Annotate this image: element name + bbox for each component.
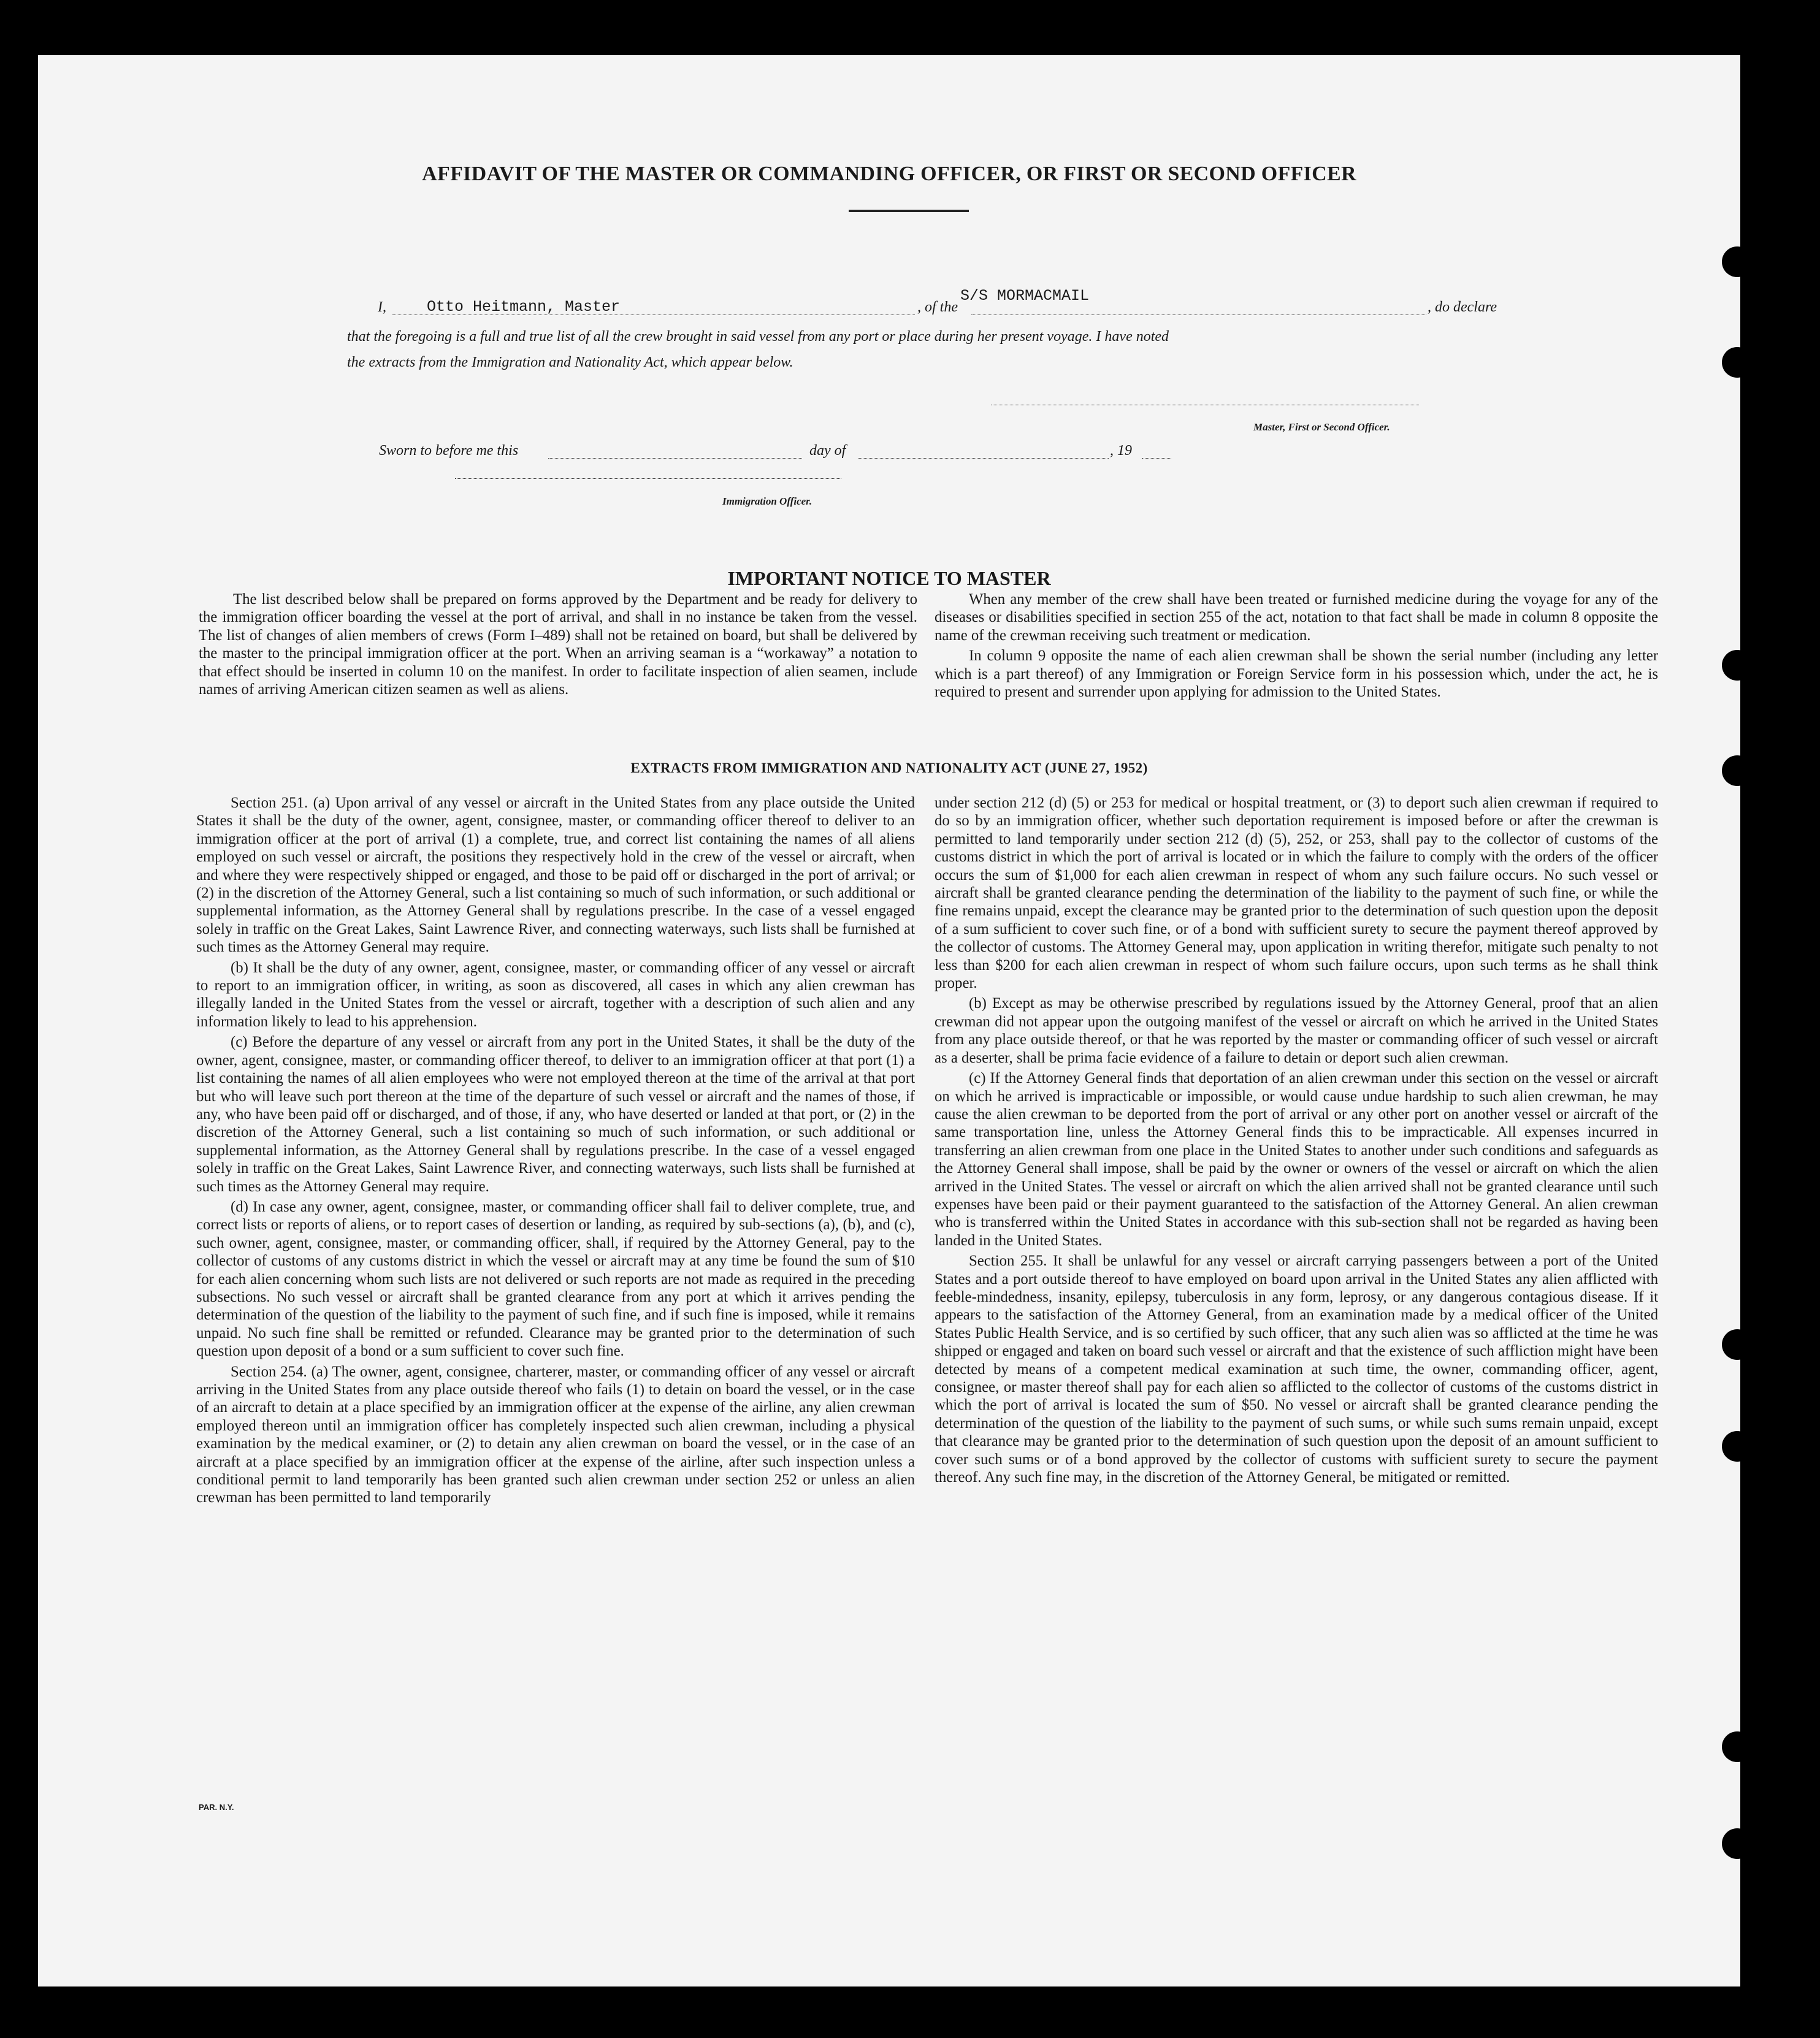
section-paragraph: (b) Except as may be otherwise prescribed by regulations issued by the Attorney General, proof that an alien crewman did not appear upon the outgoing manifest of the vessel or aircraft on which he arrived in the United States from any place outside thereof, or that he was reported by the master or commanding officer of such vessel or aircraft as a deserter, shall be prima facie evidence of a failure to detain or deport such alien crewman. <box>935 995 1658 1066</box>
section-paragraph: (c) Before the departure of any vessel or aircraft from any port in the United States, it shall be the duty of the owner, agent, consignee, master, or commanding officer thereof, to deliver to an immigration officer at that port (1) a list containing the names of all alien employees who were not employed thereon at the time of the arrival at that port but who will leave such port thereon at the time of the departure of such vessel or aircraft and the names of those, if any, who have been paid off or discharged, and of those, if any, who have deserted or landed at that port, or (2) in the discretion of the Attorney General, such a list containing so much of such information, or such additional or supplemental information, as the Attorney General shall by regulations prescribe. In the case of a vessel engaged solely in traffic on the Great Lakes, Saint Lawrence River, and connecting waterways, such lists shall be furnished at such times as the Attorney General may require. <box>196 1034 915 1195</box>
notice-right-paragraph: In column 9 opposite the name of each alien crewman shall be shown the serial number (including any letter which is a part thereof) of any Immigration or Foreign Service form in his possession which, under the act, he is required to present and surrender upon applying for admission to the United States. <box>935 647 1658 701</box>
document-page <box>38 55 1740 1986</box>
sworn-label: Sworn to before me this <box>379 443 519 459</box>
notice-heading: IMPORTANT NOTICE TO MASTER <box>727 567 1051 589</box>
notice-right-paragraph: When any member of the crew shall have been treated or furnished medicine during the voyage for any of the diseases or disabilities specified in section 255 of the act, notation to that fact shall be made in column 8 opposite the name of the crewman receiving such treatment or medication. <box>935 591 1658 644</box>
punch-hole <box>1722 1731 1753 1762</box>
day-of-label: day of <box>809 443 846 459</box>
extracts-left-column <box>196 794 915 1509</box>
punch-hole <box>1722 1329 1753 1360</box>
do-declare-label: , do declare <box>1428 299 1497 315</box>
master-signature-caption: Master, First or Second Officer. <box>1253 421 1390 433</box>
declaration-line-2: that the foregoing is a full and true list of all the crew brought in said vessel from any port or place during her present voyage. I have noted <box>347 329 1169 345</box>
sworn-month-field[interactable] <box>858 440 1109 459</box>
vessel-name-value: S/S MORMACMAIL <box>960 287 1090 305</box>
section-paragraph: Section 251. (a) Upon arrival of any vessel or aircraft in the United States from any place outside the United States it shall be the duty of the owner, agent, consignee, master, or commanding officer thereof to deliver to an immigration officer at the port of arrival (1) a complete, true, and correct list containing the names of all aliens employed on such vessel or aircraft, the positions they respectively hold in the crew of the vessel or aircraft, when and where they were respectively shipped or engaged, and those to be paid off or discharged in the port of arrival; or (2) in the discretion of the Attorney General, such a list containing so much of such information, or such additional or supplemental information, as the Attorney General shall by regulations prescribe. In the case of a vessel engaged solely in traffic on the Great Lakes, Saint Lawrence River, and connecting waterways, such lists shall be furnished at such times as the Attorney General may require. <box>196 795 915 956</box>
extracts-heading: EXTRACTS FROM IMMIGRATION AND NATIONALITY ACT (JUNE 27, 1952) <box>630 760 1148 776</box>
officer-signature-line[interactable] <box>455 478 841 479</box>
officer-signature-caption: Immigration Officer. <box>722 495 812 507</box>
punch-hole <box>1722 1431 1753 1462</box>
section-paragraph: (d) In case any owner, agent, consignee, master, or commanding officer shall fail to deliver complete, true, and correct lists or reports of aliens, or to report cases of desertion or landing, as required by sub-sections (a), (b), and (c), such owner, agent, consignee, master, or commanding officer, shall, if required by the Attorney General, pay to the collector of customs of any customs district in which the vessel or aircraft may at any time be found the sum of $10 for each alien concerning whom such lists are not delivered or such reports are not made as required in the preceding subsections. No such vessel or aircraft shall be granted clearance from any port at which it arrives pending the determination of the question of the liability to the payment of such fine, and if such fine is imposed, while it remains unpaid. No such fine shall be remitted or refunded. Clearance may be granted prior to the determination of such question upon deposit of a bond or a sum sufficient to cover such fine. <box>196 1198 915 1360</box>
master-name-value: Otto Heitmann, Master <box>427 298 621 316</box>
declaration-line-3: the extracts from the Immigration and Nationality Act, which appear below. <box>347 354 793 370</box>
punch-hole <box>1722 347 1753 378</box>
section-paragraph: Section 255. It shall be unlawful for any vessel or aircraft carrying passengers between a port of the United States and a port outside thereof to have employed on board upon arrival in the United States any alien afflicted with feeble-mindedness, insanity, epilepsy, tuberculosis in any form, leprosy, or any dangerous contagious disease. If it appears to the satisfaction of the Attorney General, from an examination made by a medical officer of the United States Public Health Service, and is so certified by such officer, that any such alien was so afflicted at the time he was shipped or engaged and taken on board such vessel or aircraft and that the existence of such affliction might have been detected by means of a competent medical examination at such time, the owner, commanding officer, agent, consignee, or master thereof shall pay for each alien so afflicted to the collector of customs of the customs district in which the port of arrival is located the sum of $50. No vessel or aircraft shall be granted clearance pending the determination of the question of the liability to the payment of such sums, or while such sums remain unpaid, except that clearance may be granted prior to the determination of such question upon the deposit of an amount sufficient to cover such sums or of a bond approved by the collector of customs with sufficient surety to secure the payment thereof. Any such fine may, in the discretion of the Attorney General, be mitigated or remitted. <box>935 1253 1658 1486</box>
section-paragraph: (c) If the Attorney General finds that deportation of an alien crewman under this section on the vessel or aircraft on which he arrived is impracticable or impossible, or would cause undue hardship to such alien crewman, he may cause the alien crewman to be deported from the port of arrival or any other port on another vessel or aircraft of the same transportation line, unless the Attorney General finds this to be impracticable. All expenses incurred in transferring an alien crewman from one place in the United States to another under such conditions and safeguards as the Attorney General shall impose, shall be paid by the owner or owners of the vessel or aircraft on which the alien arrived in the United States. The vessel or aircraft on which the alien arrived shall not be granted clearance until such expenses have been paid or their payment guaranteed to the satisfaction of the Attorney General. An alien crewman who is transferred within the United States in accordance with this sub-section shall not be regarded as having been landed in the United States. <box>935 1070 1658 1249</box>
title-rule <box>849 210 969 212</box>
section-paragraph: (b) It shall be the duty of any owner, agent, consignee, master, or commanding officer of any vessel or aircraft to report to an immigration officer, in writing, as soon as discovered, all cases in which any alien crewman has illegally landed in the United States from the vessel or aircraft, together with a description of such alien and any information likely to lead to his apprehension. <box>196 959 915 1030</box>
punch-hole <box>1722 246 1753 277</box>
section-paragraph: under section 212 (d) (5) or 253 for medical or hospital treatment, or (3) to deport such alien crewman if required to do so by an immigration officer, whether such deportation requirement is imposed before or after the crewman is permitted to land temporarily under section 212 (d) (5), 252, or 253, shall pay to the collector of customs of the customs district in which the port of arrival is located or in which the failure to comply with the orders of the officer occurs the sum of $1,000 for each alien crewman in respect of whom any such failure occurs. No such vessel or aircraft shall be granted clearance pending the determination of the liability to the payment of such fine, or while the fine remains unpaid, except the clearance may be granted prior to the determination of such question upon the deposit of a sum sufficient to cover such fine, or of a bond with sufficient surety to secure the payment thereof approved by the collector of customs. The Attorney General may, upon application in writing therefor, mitigate such penalty to not less than $200 for each alien crewman in respect of whom such failure occurs, upon such terms as he shall think proper. <box>935 795 1658 992</box>
year-prefix-label: , 19 <box>1110 443 1132 459</box>
punch-hole <box>1722 755 1753 786</box>
notice-left-paragraph: The list described below shall be prepared on forms approved by the Department and be ready for delivery to the immigration officer boarding the vessel at the port of arrival, and shall in no instance be taken from the vessel. The list of changes of alien members of crews (Form I–489) shall not be retained on board, but shall be delivered by the master to the principal immigration officer at the port. When an arriving seaman is a “workaway” a notation to that effect should be inserted in column 10 on the manifest. In order to facilitate inspection of alien seamen, include names of arriving American citizen seamen as well as aliens. <box>199 591 917 698</box>
declaration-prefix: I, <box>378 299 386 315</box>
notice-right-column <box>935 590 1658 703</box>
affidavit-title: AFFIDAVIT OF THE MASTER OR COMMANDING OFFICER, OR FIRST OR SECOND OFFICER <box>422 162 1356 185</box>
of-the-label: , of the <box>917 299 958 315</box>
section-paragraph: Section 254. (a) The owner, agent, consignee, charterer, master, or commanding officer of any vessel or aircraft arriving in the United States from any place outside thereof who fails (1) to detain on board the vessel, or in the case of an aircraft to detain at a place specified by an immigration officer at the expense of the airline, any alien crewman employed thereon until an immigration officer has completely inspected such alien crewman, including a physical examination by the medical examiner, or (2) to detain any alien crewman on board the vessel, or in the case of an aircraft at a place specified by an immigration officer at the expense of the airline, after such inspection unless a conditional permit to land temporarily has been granted such alien crewman under section 252 or unless an alien crewman has been permitted to land temporarily <box>196 1363 915 1506</box>
punch-hole <box>1722 1828 1753 1859</box>
extracts-right-column <box>935 794 1658 1489</box>
printer-mark: PAR. N.Y. <box>199 1803 234 1812</box>
notice-left-column <box>199 590 917 701</box>
punch-hole <box>1722 650 1753 681</box>
sworn-year-field[interactable] <box>1142 440 1171 459</box>
sworn-day-field[interactable] <box>548 440 802 459</box>
